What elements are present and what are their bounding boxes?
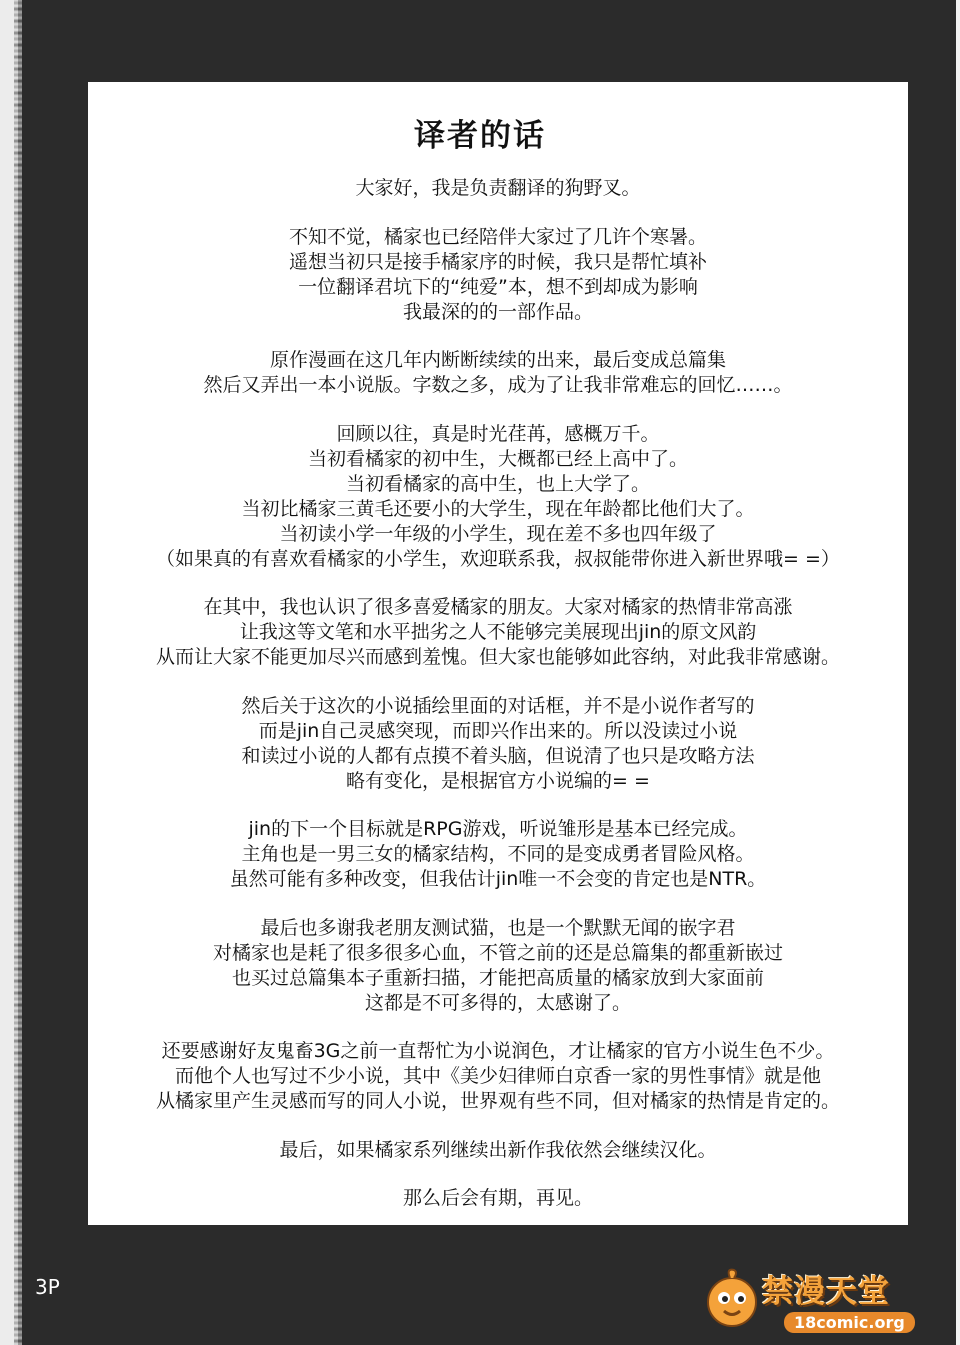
paragraph [88, 1186, 908, 1211]
text-line: 这都是不可多得的，太感谢了。 [364, 991, 631, 1014]
text-line: 一位翻译君坑下的“纯爱”本，想不到却成为影响 [298, 275, 698, 298]
text-line: 最后，如果橘家系列继续出新作我依然会继续汉化。 [279, 1138, 717, 1161]
paragraph [88, 1138, 908, 1163]
page-torn-edge [14, 0, 22, 1345]
paragraph [88, 225, 908, 325]
text-line: 从而让大家不能更加尽兴而感到羞愧。但大家也能够如此容纳，对此我非常感谢。 [155, 646, 840, 668]
text-line: 不知不觉，橘家也已经陪伴大家过了几许个寒暑。 [288, 225, 707, 248]
text-line: 对橘家也是耗了很多很多心血，不管之前的还是总篇集的都重新嵌过 [212, 941, 783, 964]
page-right-edge [956, 0, 960, 1345]
text-line: 然后又弄出一本小说版。字数之多，成为了让我非常难忘的回忆……。 [203, 374, 793, 396]
text-line: 最后也多谢我老朋友测试猫，也是一个默默无闻的嵌字君 [260, 916, 736, 939]
text-line: 虽然可能有多种改变，但我估计jin唯一不会变的肯定也是NTR。 [229, 868, 767, 890]
text-line: 当初看橘家的初中生，大概都已经上高中了。 [307, 447, 688, 470]
text-line: 在其中，我也认识了很多喜爱橘家的朋友。大家对橘家的热情非常高涨 [203, 596, 793, 618]
text-line: 那么后会有期，再见。 [402, 1187, 593, 1209]
paragraph [88, 348, 908, 398]
text-line: 当初看橘家的高中生，也上大学了。 [345, 472, 650, 495]
text-line: jin的下一个目标就是RPG游戏，听说雏形是基本已经完成。 [248, 818, 748, 840]
text-line: 回顾以往，真是时光荏苒，感概万千。 [336, 422, 660, 445]
watermark-text: 禁漫天堂 [762, 1274, 890, 1310]
paragraph [88, 817, 908, 892]
text-line: 还要感谢好友鬼畜3G之前一直帮忙为小说润色，才让橘家的官方小说生色不少。 [161, 1040, 835, 1062]
site-watermark [700, 1262, 930, 1340]
text-line: 当初比橘家三黄毛还要小的大学生，现在年龄都比他们大了。 [241, 497, 755, 520]
text-line: 遥想当初只是接手橘家序的时候，我只是帮忙填补 [288, 250, 707, 273]
text-line: 而是jin自己灵感突现，而即兴作出来的。所以没读过小说 [258, 719, 738, 742]
paragraph [88, 694, 908, 794]
text-line: 大家好，我是负责翻译的狗野叉。 [355, 177, 641, 199]
text-line: 然后关于这次的小说插绘里面的对话框，并不是小说作者写的 [241, 694, 755, 717]
paragraph [88, 916, 908, 1016]
text-line: 原作漫画在这几年内断断续续的出来，最后变成总篇集 [269, 349, 726, 371]
translator-note-body [88, 176, 908, 1235]
paragraph [88, 1039, 908, 1114]
text-line: 我最深的的一部作品。 [402, 300, 593, 323]
text-line: 主角也是一男三女的橘家结构，不同的是变成勇者冒险风格。 [241, 843, 755, 865]
page-title: 译者的话 [414, 118, 546, 154]
text-line: 也买过总篇集本子重新扫描，才能把高质量的橘家放到大家面前 [231, 966, 764, 989]
watermark-url: 18comic.org [784, 1312, 915, 1333]
text-line: 而他个人也写过不少小说，其中《美少妇律师白京香一家的男性事情》就是他 [174, 1065, 821, 1087]
text-line: 略有变化，是根据官方小说编的= = [346, 769, 650, 792]
paragraph [88, 422, 908, 572]
text-line: 从橘家里产生灵感而写的同人小说，世界观有些不同，但对橘家的热情是肯定的。 [155, 1090, 840, 1112]
text-line: 让我这等文笔和水平拙劣之人不能够完美展现出jin的原文风韵 [239, 621, 757, 643]
page-number: 3P [35, 1275, 60, 1299]
paragraph [88, 176, 908, 201]
mascot-icon [700, 1266, 764, 1330]
text-line: 当初读小学一年级的小学生，现在差不多也四年级了 [279, 522, 717, 545]
paragraph [88, 595, 908, 670]
text-line: 和读过小说的人都有点摸不着头脑，但说清了也只是攻略方法 [241, 744, 755, 767]
text-line: （如果真的有喜欢看橘家的小学生，欢迎联系我，叔叔能带你进入新世界哦= =） [156, 547, 840, 570]
